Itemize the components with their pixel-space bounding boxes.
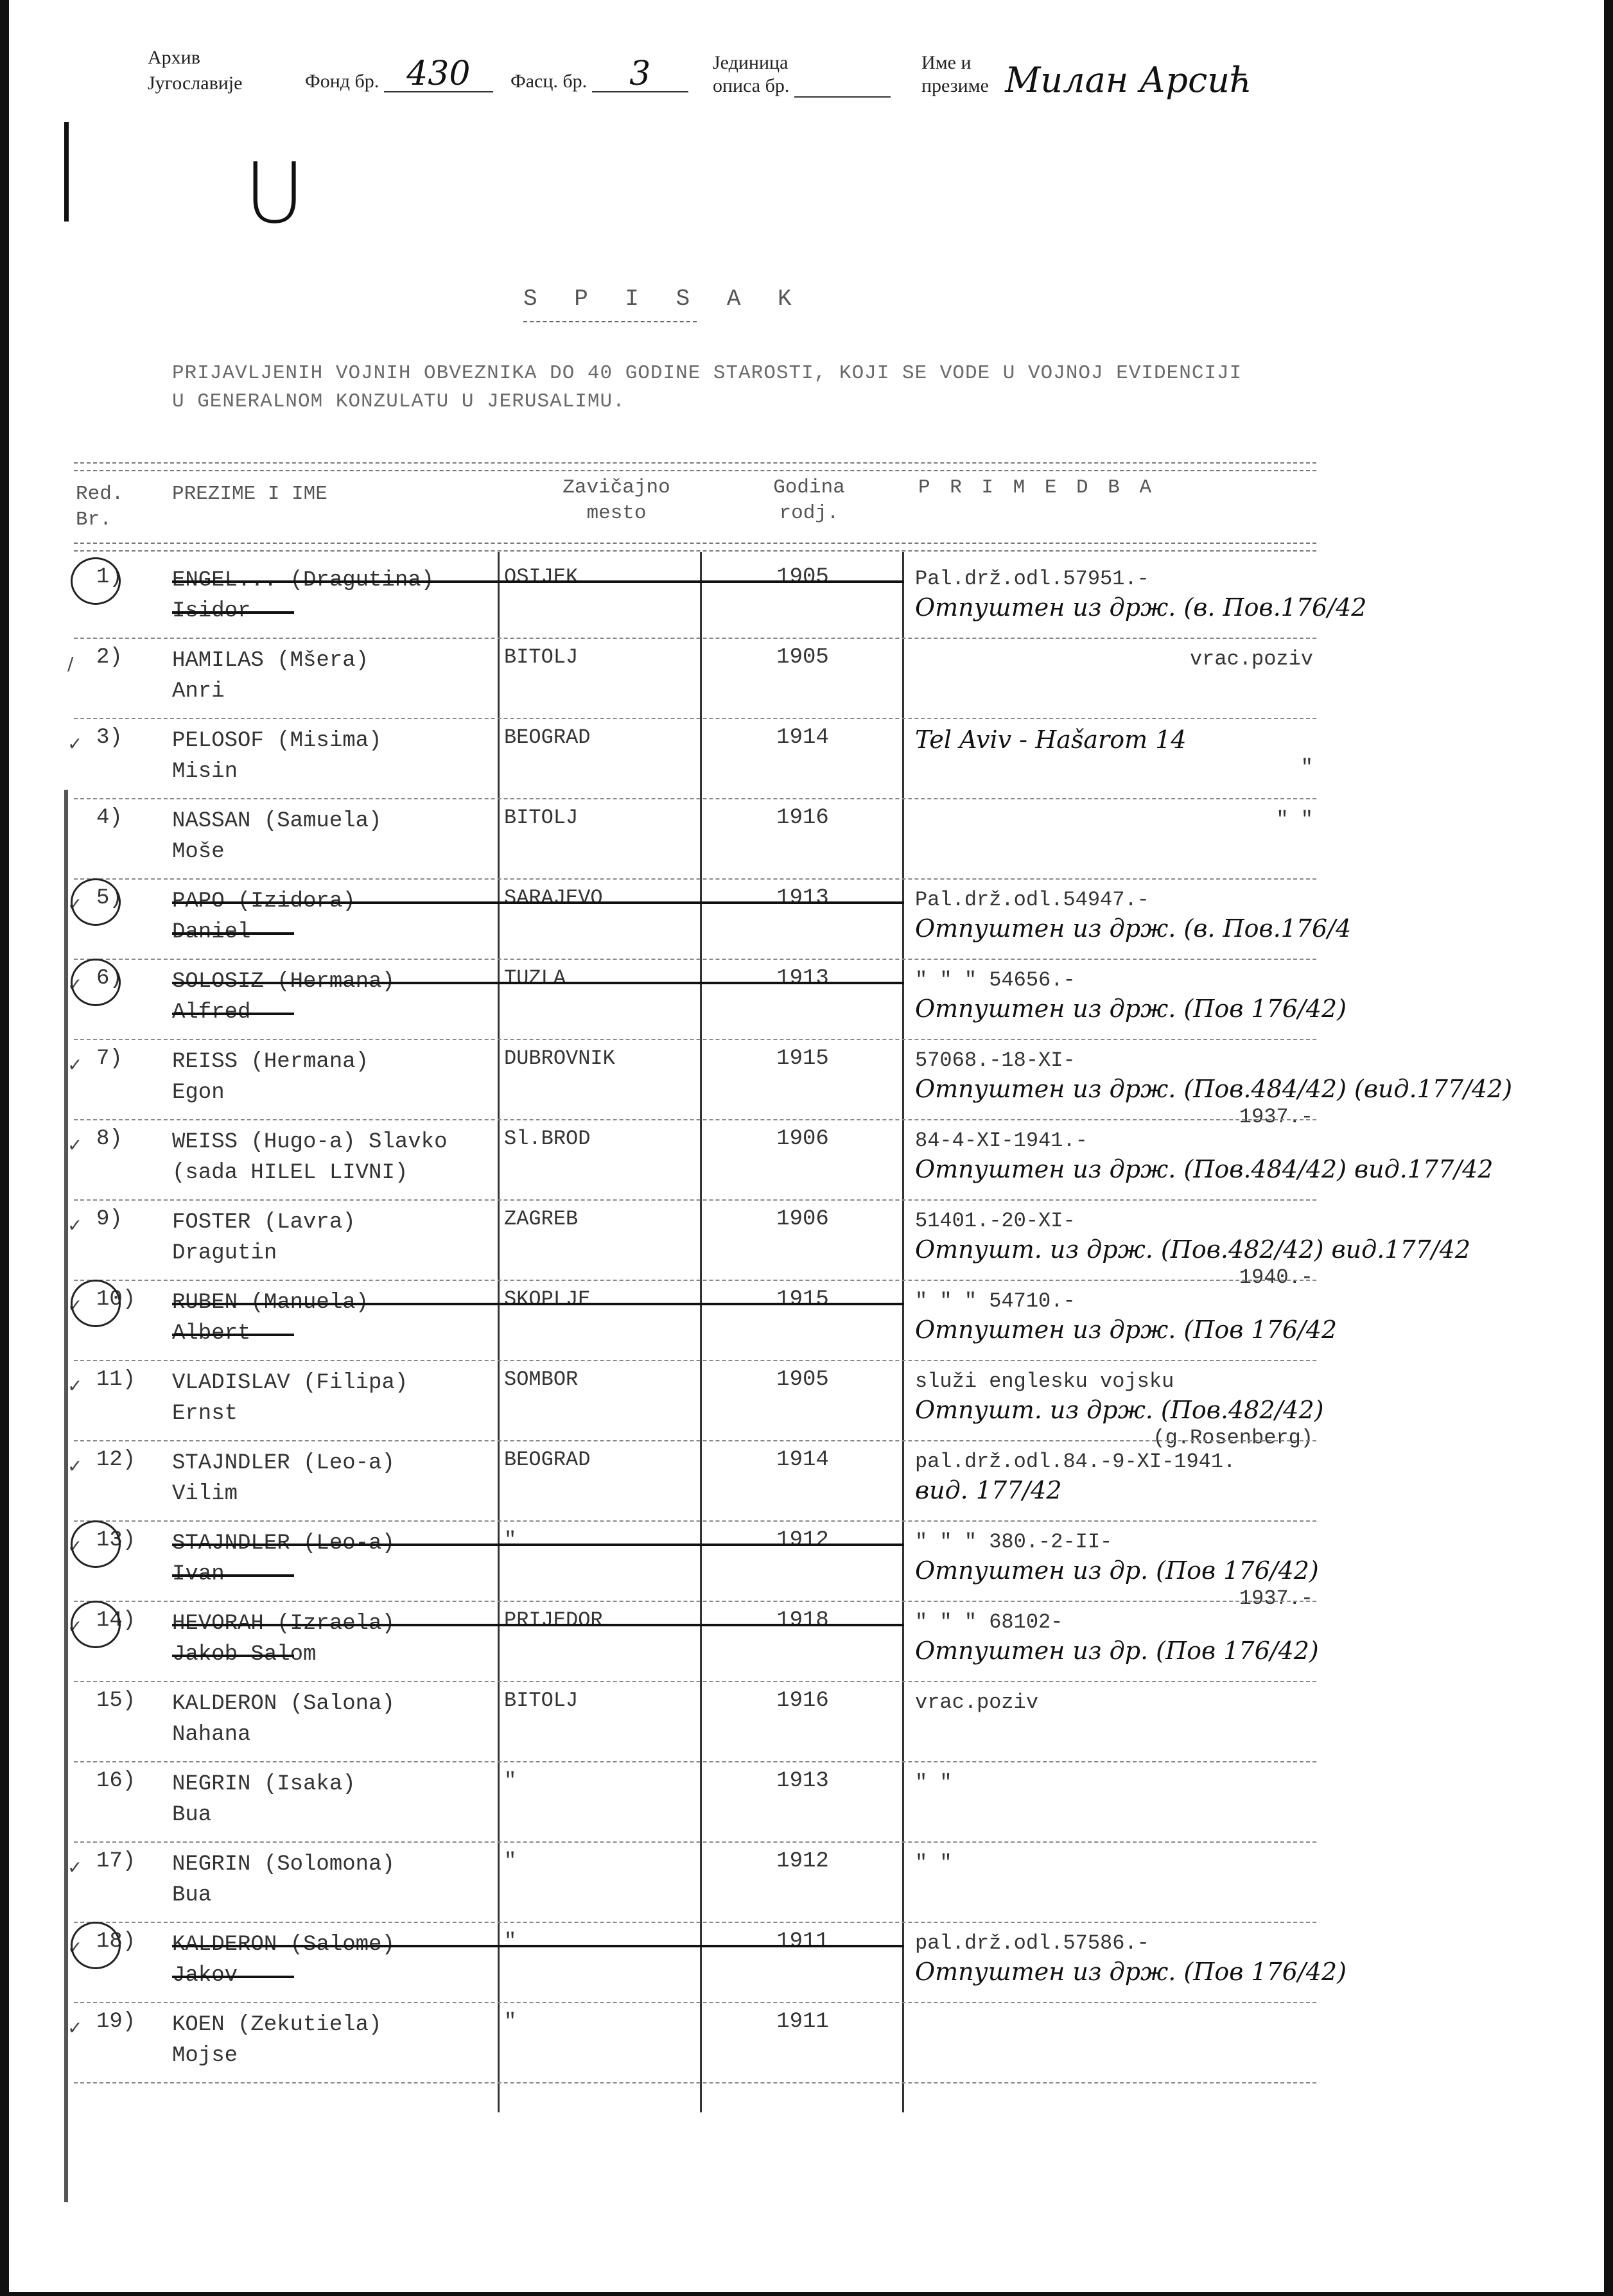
birth-year: 1916 — [776, 1689, 829, 1713]
document-title: S P I S A K — [523, 286, 803, 312]
col-header-year-2: rodj. — [779, 502, 839, 525]
archive-name — [148, 45, 289, 96]
col-header-year — [738, 475, 880, 526]
person-firstname: Nahana — [172, 1723, 251, 1747]
remark-handwritten: Tel Aviv - Hašarom 14 — [915, 726, 1187, 754]
row-number: 5) — [96, 886, 123, 910]
strike-through-line-2 — [172, 1655, 294, 1657]
birth-year: 1905 — [776, 565, 829, 589]
person-surname: WEISS (Hugo-a) Slavko — [172, 1130, 448, 1154]
row-number: 11) — [96, 1368, 136, 1392]
person-firstname: Bua — [172, 1803, 212, 1827]
table-row — [0, 1923, 1613, 2003]
remark-handwritten: Отпушт. из држ. (Пов.482/42) вид.177/42 — [915, 1235, 1471, 1264]
strike-through-line-2 — [172, 1013, 294, 1015]
row-number: 1) — [96, 565, 123, 589]
birth-year: 1911 — [776, 1929, 829, 1954]
person-surname: NEGRIN (Isaka) — [172, 1772, 356, 1796]
birth-year: 1914 — [776, 1448, 829, 1472]
unit-label-2: описа бр. — [713, 75, 790, 96]
remark-typed: " " " 380.-2-II- — [915, 1530, 1113, 1554]
person-label-2: презиме — [921, 75, 989, 96]
birth-year: 1913 — [776, 966, 829, 991]
tick-mark: ✓ — [67, 1375, 83, 1396]
remark-typed: " " — [915, 1771, 952, 1795]
table-row — [0, 559, 1613, 639]
remark-cell — [915, 806, 1313, 834]
birth-year: 1918 — [776, 1608, 829, 1633]
tick-mark: ✓ — [67, 1937, 83, 1958]
home-place: Sl.BROD — [504, 1127, 591, 1151]
remark-typed: služi englesku vojsku — [915, 1370, 1174, 1393]
person-firstname: Misin — [172, 760, 238, 784]
home-place: BITOLJ — [504, 1689, 579, 1712]
remark-cell — [915, 1689, 1313, 1717]
birth-year: 1905 — [776, 645, 829, 670]
tick-mark: ✓ — [67, 1295, 83, 1316]
fasc-value: 3 — [592, 57, 688, 92]
home-place: PRIJEDOR — [504, 1608, 603, 1632]
remark-cell — [915, 1127, 1494, 1183]
row-number: 6) — [96, 966, 123, 991]
row-number: 17) — [96, 1849, 136, 1874]
person-firstname: Bua — [172, 1883, 212, 1908]
person-name — [172, 1368, 408, 1429]
remark-cell — [915, 1287, 1338, 1344]
row-number: 4) — [96, 806, 123, 830]
birth-year: 1905 — [776, 1368, 829, 1392]
person-firstname: Moše — [172, 840, 225, 864]
table-top-rule — [74, 462, 1316, 464]
tick-mark: ✓ — [67, 1857, 83, 1878]
remark-handwritten: Отпушт. из држ. (Пов.482/42) — [915, 1396, 1324, 1424]
tick-mark: ✓ — [67, 1456, 83, 1477]
col-header-name: PREZIME I IME — [172, 483, 327, 505]
unit-label — [713, 51, 789, 98]
row-number: 19) — [96, 2010, 136, 2034]
person-firstname: Albert — [172, 1321, 251, 1346]
person-firstname: (sada HILEL LIVNI) — [172, 1161, 408, 1185]
row-number: 13) — [96, 1528, 136, 1552]
table-row — [0, 639, 1613, 719]
table-row — [0, 1201, 1613, 1289]
table-row — [0, 880, 1613, 960]
home-place: " — [504, 2010, 517, 2033]
tick-mark: ✓ — [67, 974, 83, 995]
row-number-circle — [71, 1922, 121, 1969]
strike-through-line-2 — [172, 1334, 294, 1336]
remark-handwritten: Отпуштен из држ. (в. Пов.176/42 — [915, 593, 1367, 622]
person-name — [172, 1127, 447, 1188]
row-number-circle — [71, 557, 121, 605]
fasc-field — [510, 57, 688, 92]
row-number: 7) — [96, 1047, 123, 1071]
person-name — [172, 1769, 356, 1831]
fasc-label: Фасц. бр. — [510, 71, 588, 92]
person-name — [172, 886, 356, 948]
remark-handwritten: Отпуштен из држ. (Пов 176/42) — [915, 1958, 1347, 1986]
person-name — [172, 966, 395, 1028]
title-underline — [523, 321, 697, 322]
person-name — [172, 1929, 395, 1991]
person-surname: PAPO (Izidora) — [172, 889, 356, 914]
remark-typed: vrac.poziv — [915, 1691, 1039, 1714]
table-row — [0, 1441, 1613, 1522]
person-surname: STAJNDLER (Leo-a) — [172, 1451, 395, 1475]
home-place: SKOPLJE — [504, 1287, 591, 1311]
remark-typed-right: (g.Rosenberg) — [1153, 1426, 1313, 1450]
col-header-no-2: Br. — [76, 509, 112, 531]
table-top-rule-2 — [74, 470, 1316, 471]
person-label-1: Име и — [921, 52, 972, 73]
person-name — [172, 1207, 356, 1269]
archive-line-2: Југославије — [148, 73, 243, 94]
remark-typed-right: " " — [1276, 808, 1313, 831]
remark-handwritten: Отпуштен из држ. (в. Пов.176/4 — [915, 914, 1352, 943]
person-name — [172, 2010, 381, 2071]
tick-mark: ✓ — [67, 733, 83, 754]
person-name — [172, 1689, 395, 1750]
home-place: " — [504, 1929, 517, 1953]
remark-typed: " " — [915, 1851, 952, 1875]
strike-through-line — [172, 1945, 904, 1947]
birth-year: 1912 — [776, 1849, 829, 1874]
row-number: 10) — [96, 1287, 136, 1312]
remark-typed: 57068.-18-XI- — [915, 1048, 1076, 1072]
tick-mark: ✓ — [67, 1054, 83, 1075]
person-firstname: Daniel — [172, 920, 251, 944]
person-surname: ENGEL... (Dragutina) — [172, 568, 435, 593]
table-row — [0, 1762, 1613, 1843]
row-number: 2) — [96, 645, 123, 670]
remark-cell — [915, 886, 1352, 943]
remark-cell — [915, 966, 1347, 1023]
person-firstname: Jakov — [172, 1963, 238, 1988]
person-surname: KOEN (Zekutiela) — [172, 2013, 382, 2037]
row-number: 18) — [96, 1929, 136, 1954]
table-row — [0, 1522, 1613, 1610]
strike-through-line-2 — [172, 1574, 294, 1577]
tick-mark: ✓ — [67, 1536, 83, 1557]
person-surname: SOLOSIZ (Hermana) — [172, 970, 395, 994]
row-number-circle — [71, 1520, 121, 1568]
remark-cell — [915, 726, 1313, 782]
person-name — [172, 1047, 369, 1108]
unit-field — [713, 51, 891, 98]
col-header-year-1: Godina — [773, 476, 845, 499]
row-number: 3) — [96, 726, 123, 750]
remark-cell — [915, 1929, 1347, 1986]
home-place: " — [504, 1769, 517, 1793]
tick-mark: ✓ — [67, 1135, 83, 1156]
remark-handwritten: Отпуштен из др. (Пов 176/42) — [915, 1637, 1319, 1665]
remark-typed: " " " 54710.- — [915, 1289, 1076, 1313]
remark-cell — [915, 1608, 1319, 1665]
person-surname: NEGRIN (Solomona) — [172, 1852, 395, 1877]
strike-through-line — [172, 580, 904, 583]
table-header-rule-2 — [74, 550, 1316, 552]
strike-through-line-2 — [172, 611, 294, 614]
home-place: TUZLA — [504, 966, 566, 990]
remark-typed: pal.drž.odl.84.-9-XI-1941. — [915, 1450, 1236, 1474]
col-header-place — [546, 475, 687, 526]
table-row — [0, 1281, 1613, 1361]
col-header-no-1: Red. — [76, 483, 124, 505]
person-firstname: Alfred — [172, 1000, 251, 1025]
home-place: BITOLJ — [504, 806, 579, 830]
home-place: " — [504, 1849, 517, 1873]
row-number: 9) — [96, 1207, 123, 1231]
strike-through-line-2 — [172, 1976, 294, 1978]
home-place: DUBROVNIK — [504, 1047, 615, 1070]
table-row — [0, 1040, 1613, 1129]
row-separator — [74, 2082, 1316, 2083]
fond-value: 430 — [384, 57, 493, 92]
unit-value — [794, 96, 891, 98]
person-surname: NASSAN (Samuela) — [172, 809, 382, 833]
birth-year: 1913 — [776, 886, 829, 910]
col-header-place-2: mesto — [586, 502, 647, 525]
birth-year: 1906 — [776, 1127, 829, 1151]
person-firstname: Anri — [172, 679, 225, 704]
person-field — [921, 51, 1263, 98]
left-margin-mark — [64, 122, 69, 222]
person-surname: HAMILAS (Mšera) — [172, 648, 369, 673]
col-header-remark: P R I M E D B A — [918, 476, 1156, 499]
remark-typed: " " " 68102- — [915, 1610, 1063, 1634]
col-header-place-1: Zavičajno — [562, 476, 670, 499]
row-number: 8) — [96, 1127, 123, 1151]
remark-handwritten: Отпуштен из др. (Пов 176/42) — [915, 1556, 1319, 1585]
remark-typed: " " " 54656.- — [915, 968, 1076, 992]
row-number: 16) — [96, 1769, 136, 1793]
person-surname: KALDERON (Salome) — [172, 1933, 395, 1957]
row-number: 14) — [96, 1608, 136, 1633]
person-firstname: Jakob Salom — [172, 1642, 317, 1667]
birth-year: 1911 — [776, 2010, 829, 2034]
remark-typed: Pal.drž.odl.57951.- — [915, 567, 1149, 591]
document-subtitle: PRIJAVLJENIH VOJNIH OBVEZNIKA DO 40 GODINE STAROSTI, KOJI SE VODE U VOJNOJ EVIDENCIJI U GENERALNOM KONZULATU U JERUSALIMU. — [172, 362, 1242, 413]
table-row — [0, 719, 1613, 799]
table-row — [0, 799, 1613, 880]
person-surname: STAJNDLER (Leo-a) — [172, 1531, 395, 1556]
row-number-circle — [71, 878, 121, 926]
remark-cell — [915, 1769, 1313, 1797]
table-row — [0, 1602, 1613, 1682]
person-name — [172, 1287, 369, 1349]
person-firstname: Isidor — [172, 599, 251, 623]
home-place: " — [504, 1528, 517, 1552]
person-surname: HEVORAH (Izraela) — [172, 1612, 395, 1636]
home-place: BITOLJ — [504, 645, 579, 669]
strike-through-line — [172, 982, 904, 984]
remark-handwritten: вид. 177/42 — [915, 1476, 1062, 1504]
remark-handwritten: Отпуштен из држ. (Пов.484/42) (вид.177/42) — [915, 1075, 1513, 1103]
person-name — [172, 1849, 395, 1911]
person-name — [172, 726, 381, 787]
row-number-circle — [71, 1280, 121, 1327]
remark-cell — [915, 1448, 1313, 1504]
person-firstname: Mojse — [172, 2044, 238, 2068]
strike-through-line — [172, 1544, 904, 1546]
person-surname: PELOSOF (Misima) — [172, 729, 382, 753]
remark-typed-right: vrac.poziv — [1189, 647, 1313, 671]
table-row — [0, 1361, 1613, 1450]
tick-mark: ✓ — [67, 2017, 83, 2039]
table-row — [0, 1843, 1613, 1923]
row-number: 12) — [96, 1448, 136, 1472]
person-name — [172, 645, 369, 707]
strike-through-line — [172, 1624, 904, 1626]
remark-cell — [915, 645, 1313, 674]
remark-typed-right: 1940.- — [1239, 1265, 1313, 1289]
person-firstname: Egon — [172, 1081, 225, 1105]
table-row — [0, 1120, 1613, 1201]
remark-typed: 51401.-20-XI- — [915, 1209, 1076, 1233]
remark-typed-right: " — [1300, 756, 1313, 779]
remark-handwritten: Отпуштен из држ. (Пов 176/42 — [915, 1316, 1338, 1344]
birth-year: 1914 — [776, 726, 829, 750]
unit-label-1: Јединица — [713, 52, 789, 73]
tick-mark: ✓ — [67, 894, 83, 915]
remark-handwritten: Отпуштен из држ. (Пов 176/42) — [915, 995, 1347, 1023]
home-place: OSIJEK — [504, 565, 579, 589]
person-surname: RUBEN (Manuela) — [172, 1291, 369, 1315]
birth-year: 1906 — [776, 1207, 829, 1231]
person-surname: FOSTER (Lavra) — [172, 1210, 356, 1235]
birth-year: 1913 — [776, 1769, 829, 1793]
person-surname: REISS (Hermana) — [172, 1050, 369, 1074]
col-header-no — [76, 482, 123, 533]
person-label — [921, 51, 989, 98]
remark-cell — [915, 1849, 1313, 1877]
home-place: BEOGRAD — [504, 726, 591, 749]
birth-year: 1912 — [776, 1528, 829, 1552]
person-surname: VLADISLAV (Filipa) — [172, 1371, 408, 1395]
person-firstname: Ivan — [172, 1562, 225, 1587]
table-row — [0, 960, 1613, 1040]
birth-year: 1915 — [776, 1287, 829, 1312]
table-row — [0, 1682, 1613, 1762]
person-firstname: Vilim — [172, 1482, 238, 1506]
table-row — [0, 2003, 1613, 2083]
archive-line-1: Архив — [148, 47, 200, 68]
fond-label: Фонд бр. — [305, 71, 379, 92]
person-firstname: Dragutin — [172, 1241, 277, 1265]
person-name — [172, 1528, 395, 1590]
birth-year: 1915 — [776, 1047, 829, 1071]
tick-mark: ✓ — [67, 1616, 83, 1637]
strike-through-line — [172, 901, 904, 904]
person-firstname: Ernst — [172, 1402, 238, 1426]
table-header-rule — [74, 543, 1316, 544]
person-name — [172, 806, 381, 867]
row-number-circle — [71, 1601, 121, 1648]
corner-mark: U — [244, 144, 306, 242]
home-place: BEOGRAD — [504, 1448, 591, 1472]
strike-through-line-2 — [172, 932, 294, 935]
tick-mark: / — [67, 653, 74, 674]
remark-typed-right: 1937.- — [1239, 1105, 1313, 1129]
person-signature: Милан Арсић — [1005, 60, 1252, 100]
remark-typed: Pal.drž.odl.54947.- — [915, 888, 1149, 912]
remark-typed: 84-4-XI-1941.- — [915, 1129, 1088, 1152]
remark-typed: pal.drž.odl.57586.- — [915, 1931, 1149, 1955]
tick-mark: ✓ — [67, 1215, 83, 1236]
fond-field — [305, 57, 493, 92]
home-place: ZAGREB — [504, 1207, 579, 1231]
home-place: SOMBOR — [504, 1368, 579, 1391]
person-surname: KALDERON (Salona) — [172, 1692, 395, 1716]
home-place: SARAJEVO — [504, 886, 603, 910]
row-number-circle — [71, 959, 121, 1006]
row-number: 15) — [96, 1689, 136, 1713]
remark-typed-right: 1937.- — [1239, 1587, 1313, 1610]
person-name — [172, 1608, 395, 1670]
person-name — [172, 1448, 395, 1509]
remark-handwritten: Отпуштен из држ. (Пов.484/42) вид.177/42 — [915, 1155, 1494, 1183]
person-name — [172, 565, 434, 627]
birth-year: 1916 — [776, 806, 829, 830]
strike-through-line — [172, 1303, 904, 1305]
remark-cell — [915, 565, 1367, 622]
